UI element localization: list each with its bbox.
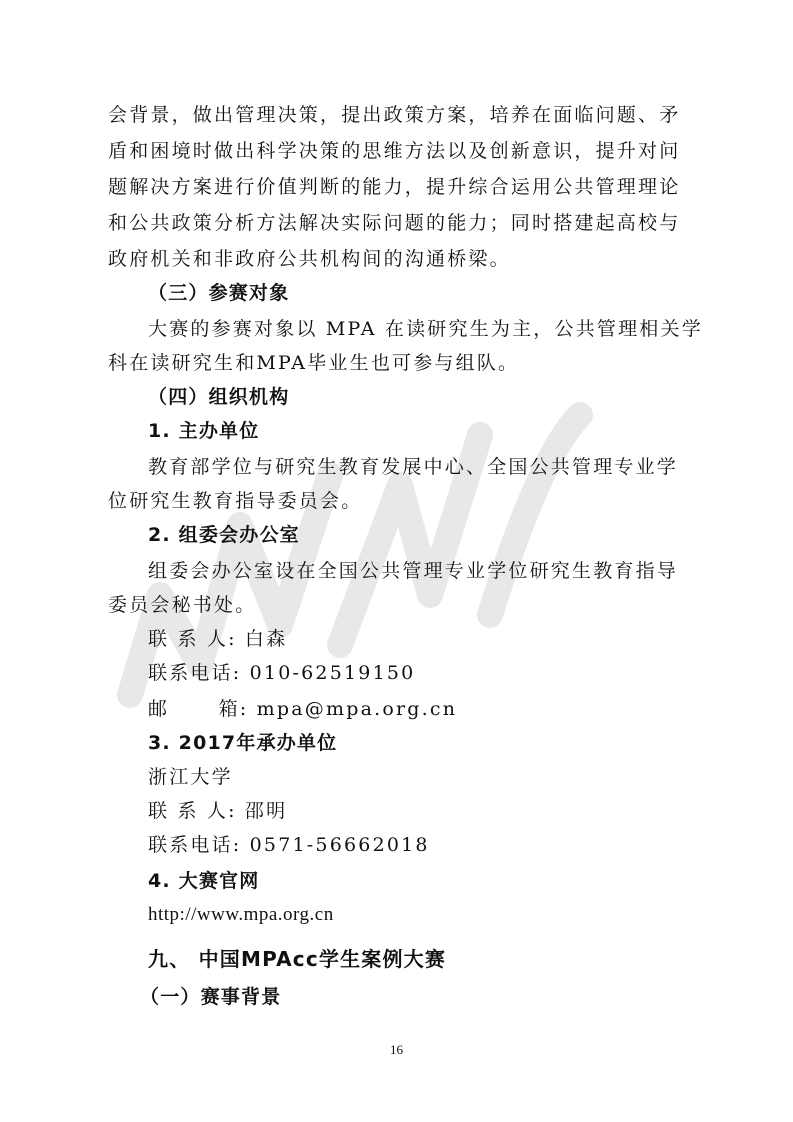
- body-line: 大赛的参赛对象以 MPA 在读研究生为主，公共管理相关学: [148, 318, 703, 340]
- body-line: 组委会办公室设在全国公共管理专业学位研究生教育指导: [148, 560, 679, 582]
- body-line: 科在读研究生和MPA毕业生也可参与组队。: [108, 352, 520, 374]
- chapter-heading: 九、 中国MPAcc学生案例大赛: [148, 947, 447, 971]
- body-line: 和公共政策分析方法解决实际问题的能力；同时搭建起高校与: [108, 212, 681, 234]
- contact-email[interactable]: 邮 箱: mpa@mpa.org.cn: [148, 698, 458, 720]
- section-heading: （一）赛事背景: [140, 986, 282, 1008]
- subsection-heading: 4. 大赛官网: [148, 870, 260, 892]
- website-link[interactable]: http://www.mpa.org.cn: [148, 904, 334, 925]
- page-number: 16: [390, 1042, 403, 1057]
- body-line: 盾和困境时做出科学决策的思维方法以及创新意识，提升对问: [108, 140, 681, 162]
- body-line: 题解决方案进行价值判断的能力，提升综合运用公共管理理论: [108, 176, 681, 198]
- contact-phone: 联系电话: 010-62519150: [148, 662, 416, 684]
- section-heading: （四）组织机构: [148, 386, 290, 408]
- contact-person: 联 系 人: 白森: [148, 628, 288, 650]
- subsection-heading: 3. 2017年承办单位: [148, 732, 338, 754]
- body-line: 会背景，做出管理决策，提出政策方案，培养在面临问题、矛: [108, 104, 681, 126]
- body-line: 政府机关和非政府公共机构间的沟通桥梁。: [108, 248, 511, 270]
- subsection-heading: 2. 组委会办公室: [148, 524, 300, 546]
- subsection-heading: 1. 主办单位: [148, 420, 260, 442]
- contact-person: 联 系 人: 邵明: [148, 800, 288, 822]
- body-line: 委员会秘书处。: [108, 594, 257, 616]
- body-line: 位研究生教育指导委员会。: [108, 490, 363, 512]
- body-line: 教育部学位与研究生教育发展中心、全国公共管理专业学: [148, 456, 679, 478]
- section-heading: （三）参赛对象: [148, 282, 290, 304]
- organizer-name: 浙江大学: [148, 766, 233, 788]
- contact-phone: 联系电话: 0571-56662018: [148, 834, 430, 856]
